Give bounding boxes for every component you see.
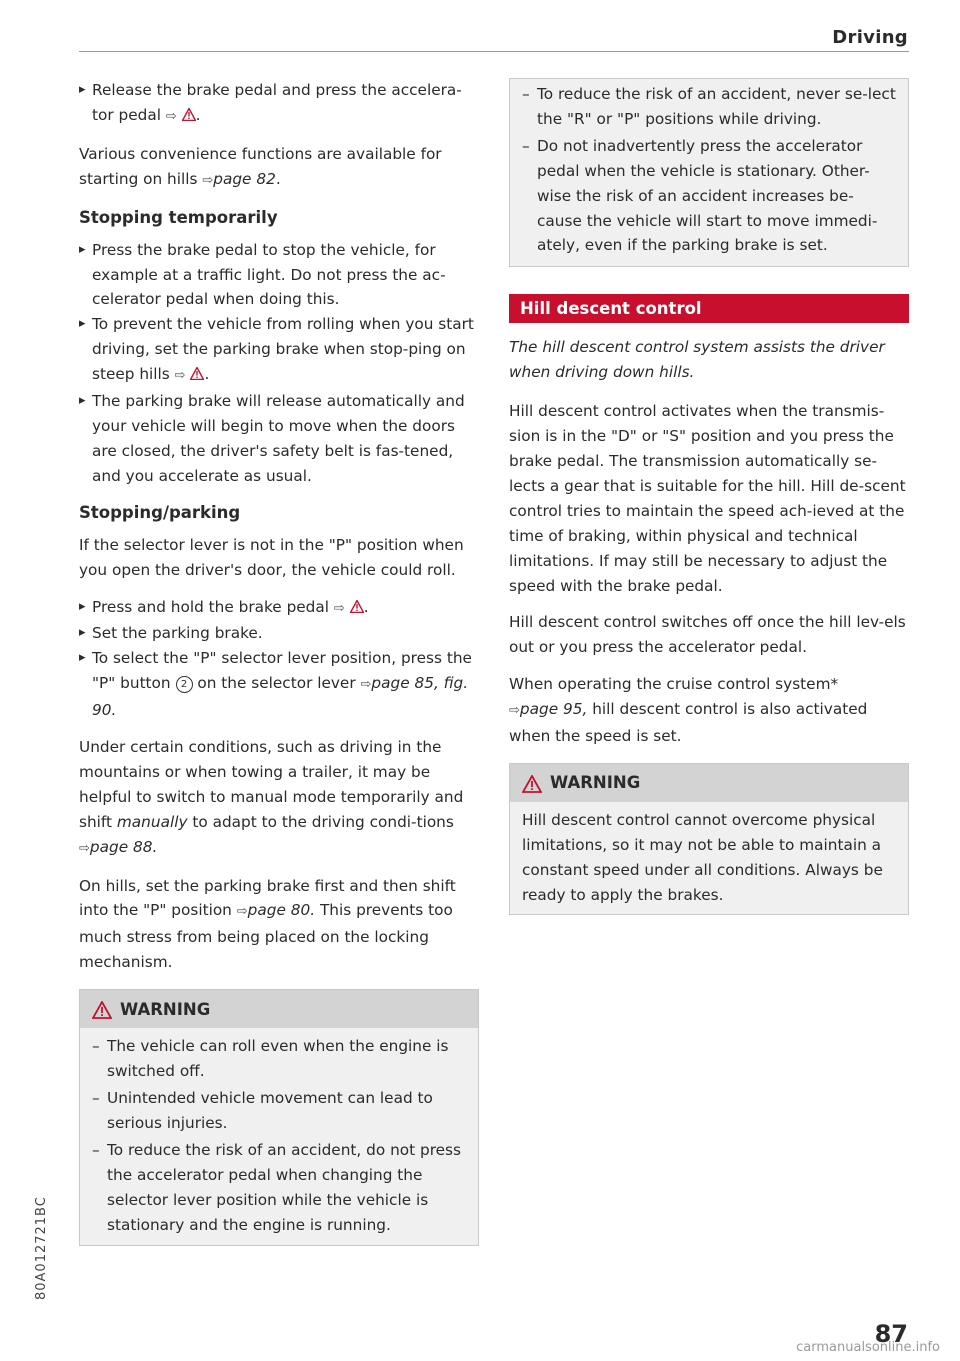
paragraph: Under certain conditions, such as driving in the mountains or when towing a trailer, it may be helpful to switch to manual mode temporarily and shift manually to adapt to the driving condi-tions ⇨page 88.: [79, 738, 464, 856]
arrow-right-icon: ⇨: [79, 840, 90, 856]
page-reference-link[interactable]: page 85, fig. 90.: [92, 674, 469, 720]
arrow-right-icon: ⇨: [174, 368, 186, 384]
bullet-list: [79, 595, 479, 724]
warning-title: WARNING: [550, 773, 641, 793]
warning-body: [510, 802, 908, 914]
callout-number: 2: [176, 676, 193, 693]
document-code: 80A012721BC: [34, 1196, 49, 1300]
list-item: ▸ To prevent the vehicle from rolling when you start driving, set the parking brake when stop-ping on steep hills ⇨ .: [79, 312, 479, 389]
warning-triangle-icon: [522, 775, 542, 793]
paragraph: Hill descent control switches off once the hill lev-els out or you press the accelerator pedal.: [509, 613, 906, 657]
warning-header: [80, 990, 478, 1028]
warning-triangle-icon: [92, 1001, 112, 1019]
arrow-right-icon: ⇨: [165, 108, 177, 124]
list-item: ▸ Release the brake pedal and press the accelera-tor pedal ⇨ .: [79, 78, 479, 130]
paragraph: If the selector lever is not in the "P" position when you open the driver's door, the vehicle could roll.: [79, 535, 464, 579]
warning-triangle-icon: [350, 600, 364, 613]
heading-hill-descent-control: Hill descent control: [509, 294, 909, 323]
page-reference-link[interactable]: page 80.: [247, 901, 316, 920]
warning-triangle-icon: [190, 367, 204, 380]
warning-title: WARNING: [120, 999, 211, 1019]
watermark: carmanualsonline.info: [796, 1340, 940, 1355]
page-reference-link[interactable]: page 82: [213, 169, 276, 188]
bullet-list: [79, 238, 479, 489]
list-item: ▸ To select the "P" selector lever position, press the "P" button 2 on the selector lever ⇨page 85, fig. 90.: [79, 646, 479, 723]
paragraph: When operating the cruise control system* ⇨page 95, hill descent control is also activated when the speed is set.: [509, 675, 868, 746]
page-reference-link[interactable]: page 95,: [519, 700, 588, 719]
warning-box: [509, 763, 909, 915]
list-item: ▸ Press and hold the brake pedal ⇨ .: [79, 595, 479, 622]
paragraph: On hills, set the parking brake first and then shift into the "P" position ⇨page 80. This prevents too much stress from being placed on the locking mechanism.: [79, 876, 456, 972]
heading-stopping-temporarily: Stopping temporarily: [79, 207, 278, 227]
list-item: – Do not inadvertently press the accelerator pedal when the vehicle is stationary. Other-wise the risk of an accident increases be-cause the vehicle will start to move immedi-ately, even if the parking brake is set.: [522, 134, 896, 259]
arrow-right-icon: ⇨: [333, 600, 345, 616]
page-reference-link[interactable]: page 88.: [89, 837, 158, 856]
paragraph: Hill descent control activates when the transmis-sion is in the "D" or "S" position and you press the brake pedal. The transmission automatically se-lects a gear that is suitable for the hill. Hill de-scent control tries to maintain the speed ach-ieved at the time of braking, within physical and technical limitations. If may still be necessary to adjust the speed with the brake pedal.: [509, 402, 906, 595]
left-column: [79, 78, 479, 1246]
header-divider: [79, 51, 909, 52]
list-item: – To reduce the risk of an accident, never se-lect the "R" or "P" positions while driving.: [522, 82, 896, 132]
paragraph: Various convenience functions are available for starting on hills ⇨page 82.: [79, 144, 442, 188]
warning-body: [80, 1028, 478, 1245]
list-item: ▸ Set the parking brake.: [79, 621, 479, 646]
list-item: – Unintended vehicle movement can lead to serious injuries.: [92, 1086, 466, 1136]
bullet-list-start: [79, 78, 479, 130]
list-item: ▸ Press the brake pedal to stop the vehicle, for example at a traffic light. Do not press the ac-celerator pedal when doing this.: [79, 238, 479, 313]
section-title: Driving: [832, 27, 908, 48]
warning-text: Hill descent control cannot overcome physical limitations, so it may not be able to maintain a constant speed under all conditions. Always be ready to apply the brakes.: [522, 810, 883, 904]
list-item: – To reduce the risk of an accident, do not press the accelerator pedal when changing the selector lever position while the vehicle is stationary and the engine is running.: [92, 1138, 466, 1238]
warning-triangle-icon: [182, 108, 196, 121]
section-intro: The hill descent control system assists the driver when driving down hills.: [509, 338, 885, 382]
warning-continued-box: [509, 78, 909, 267]
list-item: ▸ The parking brake will release automatically and your vehicle will begin to move when the doors are closed, the driver's safety belt is fas-tened, and you accelerate as usual.: [79, 389, 479, 489]
page-number: 87: [874, 1320, 908, 1348]
warning-box: [79, 989, 479, 1246]
warning-header: [510, 764, 908, 802]
arrow-right-icon: ⇨: [202, 172, 214, 188]
heading-stopping-parking: Stopping/parking: [79, 502, 241, 522]
arrow-right-icon: ⇨: [509, 703, 520, 719]
arrow-right-icon: ⇨: [360, 677, 372, 693]
list-item: – The vehicle can roll even when the engine is switched off.: [92, 1034, 466, 1084]
arrow-right-icon: ⇨: [236, 904, 248, 920]
right-column: [509, 78, 909, 915]
